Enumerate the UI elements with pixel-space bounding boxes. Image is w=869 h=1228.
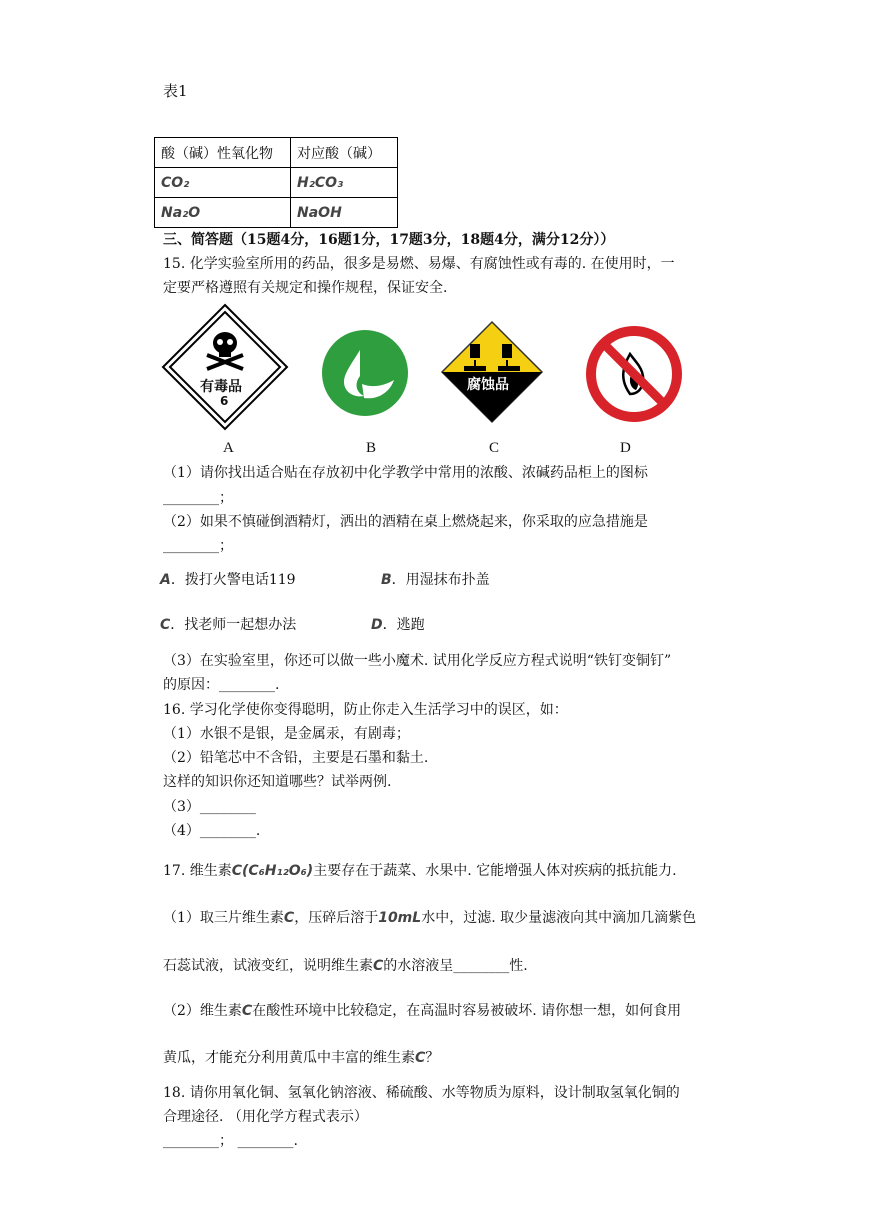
option-b: B．用湿抹布扑盖 bbox=[381, 572, 490, 588]
table-cell-acid: H₂CO₃ bbox=[291, 168, 398, 198]
q15-part1-line2: ________； bbox=[163, 490, 233, 506]
water-drop-sign-icon bbox=[320, 328, 410, 418]
q16-line5: （3）________ bbox=[163, 799, 256, 815]
corrosive-sign-text: 腐蚀品 bbox=[467, 377, 509, 393]
sign-label-a: A bbox=[223, 440, 234, 456]
option-d: D．逃跑 bbox=[371, 617, 425, 633]
table-header-row bbox=[155, 138, 398, 168]
q15-part3-line2: 的原因：________. bbox=[163, 677, 280, 693]
table-row bbox=[155, 198, 398, 228]
table-row bbox=[155, 168, 398, 198]
table-cell-base: NaOH bbox=[291, 198, 398, 228]
q16-line2: （1）水银不是银，是金属汞，有剧毒； bbox=[163, 726, 410, 742]
q15-part2-line1: （2）如果不慎碰倒酒精灯，洒出的酒精在桌上燃烧起来，你采取的应急措施是 bbox=[163, 514, 648, 530]
table-header-cell: 对应酸（碱） bbox=[291, 138, 398, 168]
q15-part2-line2: ________； bbox=[163, 538, 233, 554]
q18-line2: 合理途径. （用化学方程式表示） bbox=[163, 1109, 368, 1125]
q17-stem: 17. 维生素C(C₆H₁₂O₆)主要存在于蔬菜、水果中. 它能增强人体对疾病的抵抗能力. bbox=[163, 863, 677, 879]
table-cell-oxide: CO₂ bbox=[155, 168, 291, 198]
sign-label-b: B bbox=[366, 440, 377, 456]
poison-sign-text: 有毒品 bbox=[200, 379, 242, 395]
q17-part2-line1: （2）维生素C在酸性环境中比较稳定，在高温时容易被破坏. 请你想一想，如何食用 bbox=[163, 1003, 682, 1019]
q16-line3: （2）铅笔芯中不含铅，主要是石墨和黏土. bbox=[163, 750, 429, 766]
q15-stem-line1: 15. 化学实验室所用的药品，很多是易燃、易爆、有腐蚀性或有毒的. 在使用时，一 bbox=[163, 256, 675, 272]
option-c: C．找老师一起想办法 bbox=[160, 617, 297, 633]
q17-part1-line1: （1）取三片维生素C，压碎后溶于10mL水中，过滤. 取少量滤液向其中滴加几滴紫色 bbox=[163, 910, 697, 926]
table-cell-oxide: Na₂O bbox=[155, 198, 291, 228]
sign-label-d: D bbox=[620, 440, 631, 456]
no-fire-sign-icon bbox=[584, 324, 684, 424]
option-a: A．拨打火警电话119 bbox=[160, 572, 296, 588]
q18-line1: 18. 请你用氧化铜、氢氧化钠溶液、稀硫酸、水等物质为原料，设计制取氢氧化铜的 bbox=[163, 1085, 680, 1101]
table-caption: 表1 bbox=[163, 82, 188, 100]
q17-part2-line2: 黄瓜，才能充分利用黄瓜中丰富的维生素C？ bbox=[163, 1050, 440, 1066]
q16-line6: （4）________. bbox=[163, 823, 261, 839]
poison-sign-icon bbox=[161, 303, 289, 431]
poison-sign-number: 6 bbox=[220, 394, 229, 408]
q16-line4: 这样的知识你还知道哪些？试举两例. bbox=[163, 774, 392, 790]
table-header-cell: 酸（碱）性氧化物 bbox=[155, 138, 291, 168]
oxide-table bbox=[154, 137, 398, 228]
q15-stem-line2: 定要严格遵照有关规定和操作规程，保证安全. bbox=[163, 280, 448, 296]
q16-line1: 16. 学习化学使你变得聪明，防止你走入生活学习中的误区，如： bbox=[163, 702, 568, 718]
section-title: 三、简答题（15题4分，16题1分，17题3分，18题4分，满分12分）） bbox=[163, 232, 615, 248]
sign-label-c: C bbox=[489, 440, 500, 456]
q15-part3-line1: （3）在实验室里，你还可以做一些小魔术. 试用化学反应方程式说明“铁钉变铜钉” bbox=[163, 653, 672, 669]
corrosive-sign-icon bbox=[440, 320, 544, 424]
q18-line3: ________； ________. bbox=[163, 1133, 298, 1149]
q15-part1-line1: （1）请你找出适合贴在存放初中化学教学中常用的浓酸、浓碱药品柜上的图标 bbox=[163, 465, 648, 481]
q17-part1-line2: 石蕊试液，试液变红，说明维生素C的水溶液呈________性. bbox=[163, 958, 528, 974]
